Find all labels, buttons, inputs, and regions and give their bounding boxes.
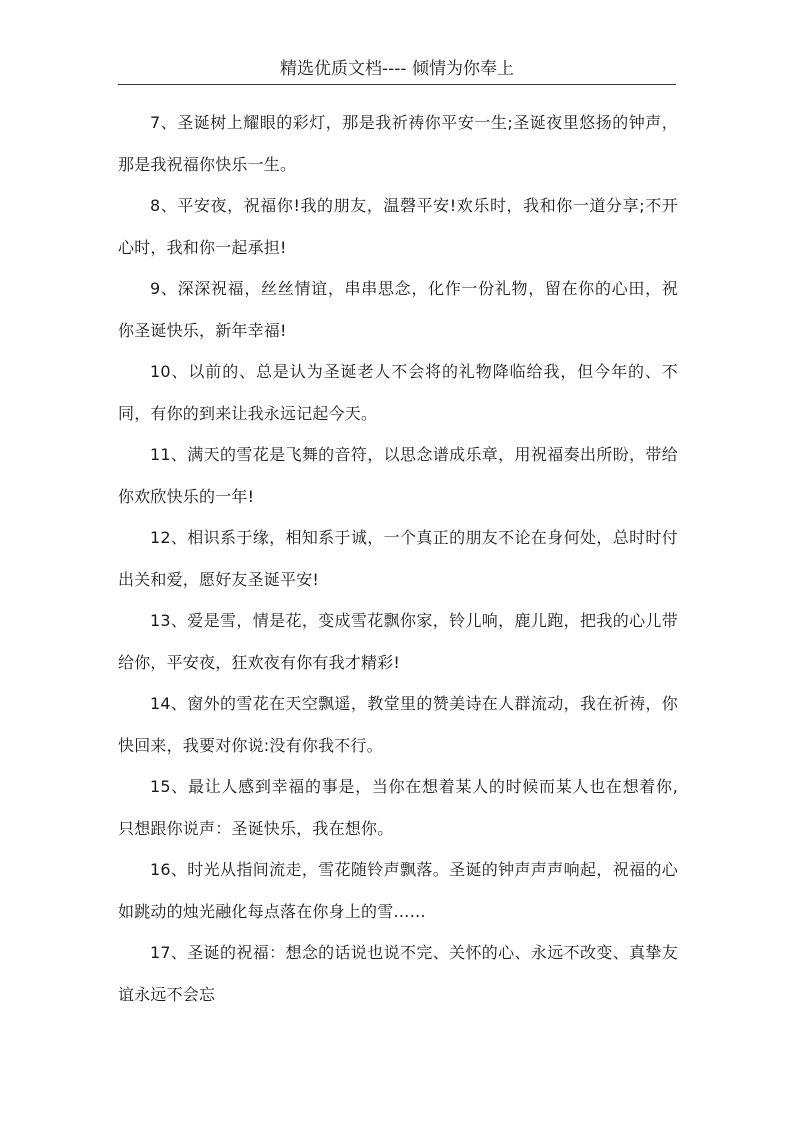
paragraph-17: 17、圣诞的祝福：想念的话说也说不完、关怀的心、永远不改变、真挚友谊永远不会忘: [118, 943, 678, 1004]
paragraph-15: 15、最让人感到幸福的事是，当你在想着某人的时候而某人也在想着你,只想跟你说声：圣诞快乐，我在想你。: [118, 777, 678, 838]
paragraph-16: 16、时光从指间流走，雪花随铃声飘落。圣诞的钟声声声响起，祝福的心如跳动的烛光融化每点落在你身上的雪……: [118, 860, 678, 921]
document-body: [118, 102, 678, 1015]
paragraph-8: 8、平安夜，祝福你!我的朋友，温磬平安!欢乐时，我和你一道分享;不开心时，我和你一起承担!: [118, 196, 678, 257]
paragraph-14: 14、窗外的雪花在天空飘遥，教堂里的赞美诗在人群流动，我在祈祷，你快回来，我要对你说:没有你我不行。: [118, 694, 678, 755]
paragraph-11: 11、满天的雪花是飞舞的音符，以思念谱成乐章，用祝福奏出所盼，带给你欢欣快乐的一年!: [118, 445, 678, 506]
paragraph-7: 7、圣诞树上耀眼的彩灯，那是我祈祷你平安一生;圣诞夜里悠扬的钟声，那是我祝福你快乐一生。: [118, 113, 678, 174]
header-divider: [118, 84, 676, 85]
paragraph-10: 10、以前的、总是认为圣诞老人不会将的礼物降临给我，但今年的、不同，有你的到来让我永远记起今天。: [118, 362, 678, 423]
page-header-title: 精选优质文档---- 倾情为你奉上: [280, 59, 514, 79]
paragraph-9: 9、深深祝福，丝丝情谊，串串思念，化作一份礼物，留在你的心田，祝你圣诞快乐，新年幸福!: [118, 279, 678, 340]
paragraph-12: 12、相识系于缘，相知系于诚，一个真正的朋友不论在身何处，总时时付出关和爱，愿好友圣诞平安!: [118, 528, 678, 589]
paragraph-13: 13、爱是雪，情是花，变成雪花飘你家，铃儿响，鹿儿跑，把我的心儿带给你，平安夜，狂欢夜有你有我才精彩!: [118, 611, 678, 672]
